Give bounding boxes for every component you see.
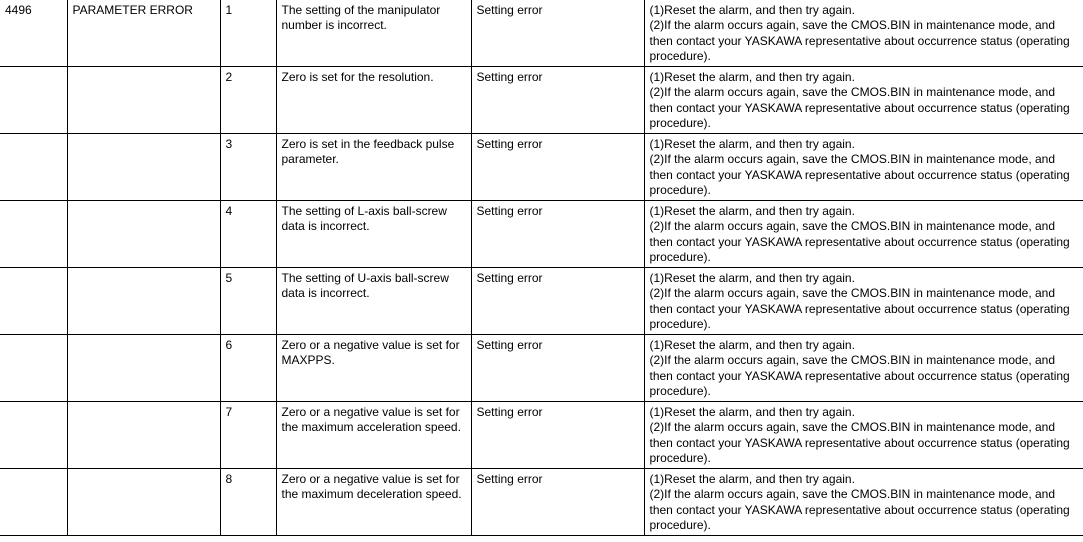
alarm-code-cell bbox=[0, 469, 67, 536]
cause-cell: Setting error bbox=[471, 67, 644, 134]
sub-code-cell: 3 bbox=[220, 134, 276, 201]
cause-cell: Setting error bbox=[471, 134, 644, 201]
cause-cell: Setting error bbox=[471, 0, 644, 67]
remedy-step-2: (2)If the alarm occurs again, save the CMOS.BIN in maintenance mode, and then contact your YASKAWA representative about occurrence status (operating procedure). bbox=[649, 85, 1070, 130]
remedy-step-2: (2)If the alarm occurs again, save the CMOS.BIN in maintenance mode, and then contact your YASKAWA representative about occurrence status (operating procedure). bbox=[649, 219, 1070, 264]
remedy-cell bbox=[644, 134, 1083, 201]
alarm-code-cell: 4496 bbox=[0, 0, 67, 67]
alarm-name-cell bbox=[67, 201, 220, 268]
remedy-step-1: (1)Reset the alarm, and then try again. bbox=[649, 137, 855, 151]
remedy-step-2: (2)If the alarm occurs again, save the CMOS.BIN in maintenance mode, and then contact your YASKAWA representative about occurrence status (operating procedure). bbox=[649, 353, 1070, 398]
meaning-cell: Zero or a negative value is set for the maximum acceleration speed. bbox=[276, 402, 471, 469]
remedy-cell bbox=[644, 469, 1083, 536]
remedy-step-2: (2)If the alarm occurs again, save the CMOS.BIN in maintenance mode, and then contact your YASKAWA representative about occurrence status (operating procedure). bbox=[649, 420, 1070, 465]
cause-cell: Setting error bbox=[471, 335, 644, 402]
meaning-cell: Zero is set in the feedback pulse parameter. bbox=[276, 134, 471, 201]
alarm-name-cell bbox=[67, 469, 220, 536]
sub-code-cell: 6 bbox=[220, 335, 276, 402]
remedy-cell bbox=[644, 0, 1083, 67]
remedy-step-2: (2)If the alarm occurs again, save the CMOS.BIN in maintenance mode, and then contact your YASKAWA representative about occurrence status (operating procedure). bbox=[649, 487, 1070, 532]
remedy-step-1: (1)Reset the alarm, and then try again. bbox=[649, 3, 855, 17]
meaning-cell: The setting of U-axis ball-screw data is incorrect. bbox=[276, 268, 471, 335]
remedy-step-1: (1)Reset the alarm, and then try again. bbox=[649, 405, 855, 419]
table-row bbox=[0, 268, 1083, 335]
remedy-cell bbox=[644, 67, 1083, 134]
cause-cell: Setting error bbox=[471, 268, 644, 335]
remedy-step-1: (1)Reset the alarm, and then try again. bbox=[649, 204, 855, 218]
alarm-code-cell bbox=[0, 268, 67, 335]
remedy-step-1: (1)Reset the alarm, and then try again. bbox=[649, 338, 855, 352]
remedy-cell bbox=[644, 268, 1083, 335]
table-row bbox=[0, 335, 1083, 402]
remedy-cell bbox=[644, 201, 1083, 268]
remedy-step-1: (1)Reset the alarm, and then try again. bbox=[649, 271, 855, 285]
table-row bbox=[0, 0, 1083, 67]
meaning-cell: Zero or a negative value is set for the maximum deceleration speed. bbox=[276, 469, 471, 536]
remedy-step-2: (2)If the alarm occurs again, save the CMOS.BIN in maintenance mode, and then contact your YASKAWA representative about occurrence status (operating procedure). bbox=[649, 286, 1070, 331]
cause-cell: Setting error bbox=[471, 201, 644, 268]
table-row bbox=[0, 134, 1083, 201]
alarm-code-cell bbox=[0, 67, 67, 134]
alarm-code-cell bbox=[0, 335, 67, 402]
alarm-name-cell bbox=[67, 268, 220, 335]
alarm-name-cell bbox=[67, 335, 220, 402]
alarm-name-cell bbox=[67, 67, 220, 134]
remedy-step-2: (2)If the alarm occurs again, save the CMOS.BIN in maintenance mode, and then contact your YASKAWA representative about occurrence status (operating procedure). bbox=[649, 152, 1070, 197]
meaning-cell: The setting of the manipulator number is incorrect. bbox=[276, 0, 471, 67]
alarm-name-cell bbox=[67, 134, 220, 201]
remedy-step-2: (2)If the alarm occurs again, save the CMOS.BIN in maintenance mode, and then contact your YASKAWA representative about occurrence status (operating procedure). bbox=[649, 18, 1070, 63]
alarm-name-cell bbox=[67, 402, 220, 469]
cause-cell: Setting error bbox=[471, 469, 644, 536]
sub-code-cell: 2 bbox=[220, 67, 276, 134]
sub-code-cell: 4 bbox=[220, 201, 276, 268]
table-row bbox=[0, 67, 1083, 134]
remedy-step-1: (1)Reset the alarm, and then try again. bbox=[649, 70, 855, 84]
remedy-cell bbox=[644, 402, 1083, 469]
table-row bbox=[0, 469, 1083, 536]
table-row bbox=[0, 402, 1083, 469]
sub-code-cell: 7 bbox=[220, 402, 276, 469]
meaning-cell: Zero is set for the resolution. bbox=[276, 67, 471, 134]
table-row bbox=[0, 201, 1083, 268]
cause-cell: Setting error bbox=[471, 402, 644, 469]
alarm-name-cell: PARAMETER ERROR bbox=[67, 0, 220, 67]
remedy-step-1: (1)Reset the alarm, and then try again. bbox=[649, 472, 855, 486]
alarm-code-cell bbox=[0, 402, 67, 469]
meaning-cell: Zero or a negative value is set for MAXPPS. bbox=[276, 335, 471, 402]
sub-code-cell: 5 bbox=[220, 268, 276, 335]
remedy-cell bbox=[644, 335, 1083, 402]
alarm-code-cell bbox=[0, 134, 67, 201]
sub-code-cell: 8 bbox=[220, 469, 276, 536]
sub-code-cell: 1 bbox=[220, 0, 276, 67]
alarm-code-cell bbox=[0, 201, 67, 268]
meaning-cell: The setting of L-axis ball-screw data is incorrect. bbox=[276, 201, 471, 268]
